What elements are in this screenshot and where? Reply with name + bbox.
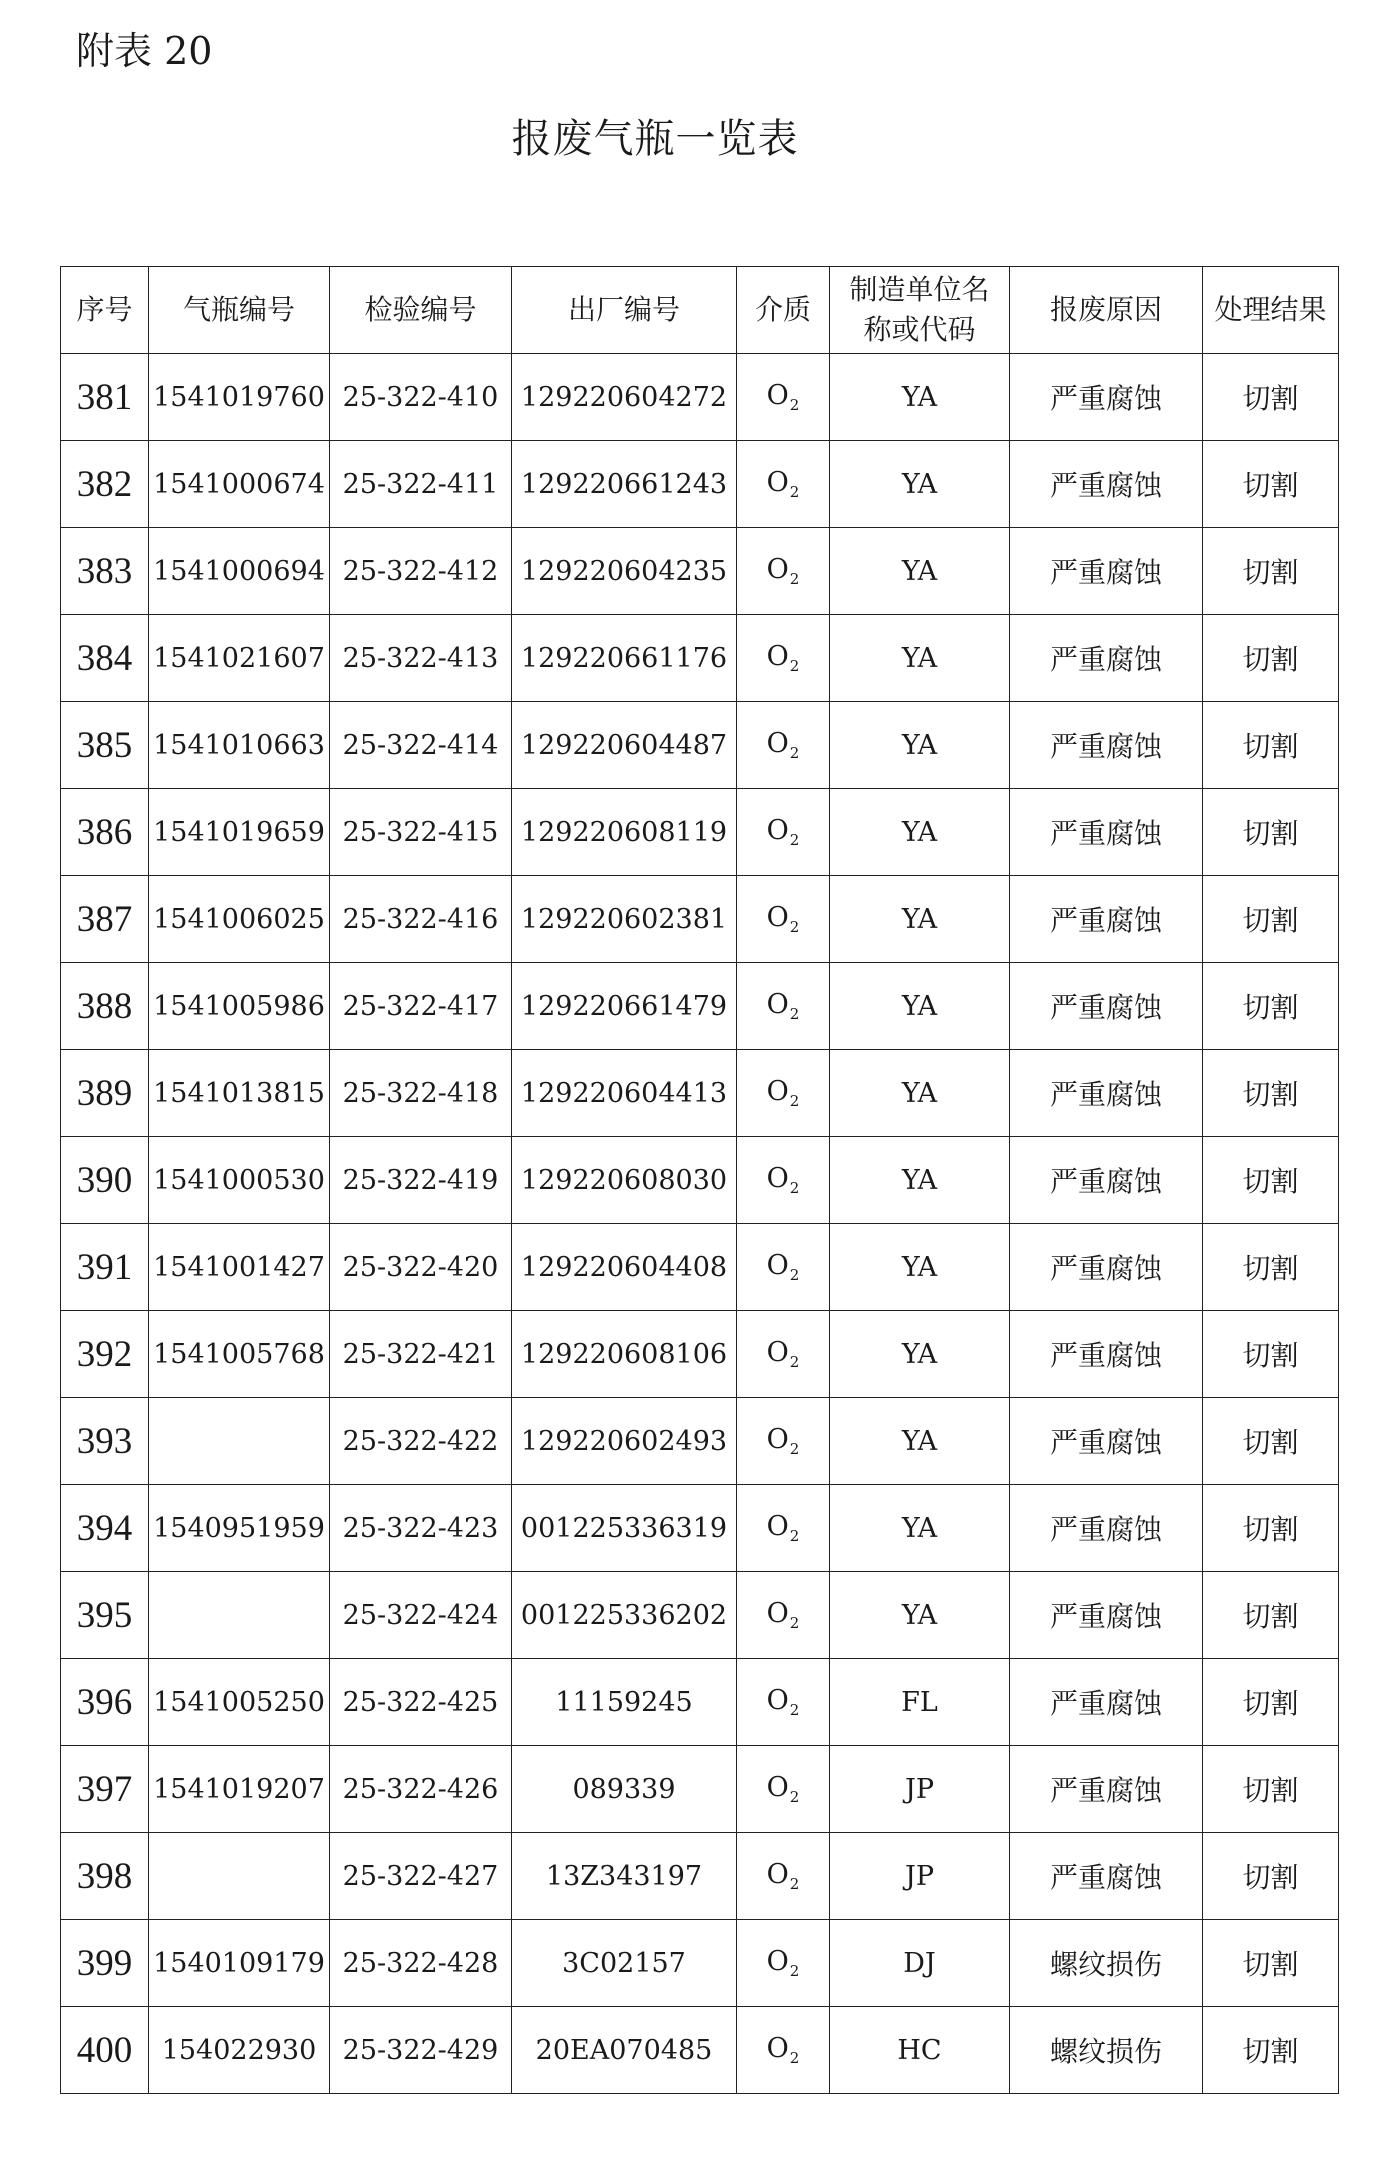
cell-reason: 严重腐蚀 [1010,1746,1203,1833]
cell-manufacturer: YA [830,441,1010,528]
medium-subscript: 2 [789,1788,800,1806]
cell-seq: 391 [61,1224,149,1311]
cell-reason: 严重腐蚀 [1010,789,1203,876]
cell-inspection-no: 25-322-418 [330,1050,512,1137]
table-row [61,2007,1339,2094]
cell-reason: 严重腐蚀 [1010,615,1203,702]
document-title: 报废气瓶一览表 [511,116,799,162]
medium-symbol: O [766,815,789,846]
cell-inspection-no: 25-322-423 [330,1485,512,1572]
cell-medium [737,1137,830,1224]
medium-subscript: 2 [789,1005,800,1023]
cell-cylinder-no: 1541019760 [149,354,330,441]
cell-manufacturer: YA [830,1050,1010,1137]
medium-symbol: O [766,1772,789,1803]
cell-factory-no: 001225336319 [512,1485,737,1572]
cell-medium [737,441,830,528]
medium-symbol: O [766,989,789,1020]
cell-manufacturer: JP [830,1833,1010,1920]
cell-medium [737,1920,830,2007]
cell-seq: 398 [61,1833,149,1920]
cell-result: 切割 [1203,1485,1339,1572]
cell-medium [737,1398,830,1485]
cell-result: 切割 [1203,1224,1339,1311]
medium-symbol: O [766,641,789,672]
cell-result: 切割 [1203,528,1339,615]
cell-factory-no: 129220608106 [512,1311,737,1398]
cell-result: 切割 [1203,789,1339,876]
cell-inspection-no: 25-322-426 [330,1746,512,1833]
cell-cylinder-no: 1541000694 [149,528,330,615]
table-row [61,615,1339,702]
cell-reason: 严重腐蚀 [1010,441,1203,528]
table-row [61,1572,1339,1659]
medium-subscript: 2 [789,570,800,588]
cell-factory-no: 129220604235 [512,528,737,615]
cell-manufacturer: FL [830,1659,1010,1746]
cell-manufacturer: YA [830,876,1010,963]
cell-inspection-no: 25-322-410 [330,354,512,441]
cell-inspection-no: 25-322-413 [330,615,512,702]
cell-seq: 393 [61,1398,149,1485]
header-factory-no: 出厂编号 [512,267,737,354]
cell-cylinder-no: 1541019659 [149,789,330,876]
cell-cylinder-no: 1541000530 [149,1137,330,1224]
medium-subscript: 2 [789,1614,800,1632]
cell-result: 切割 [1203,1050,1339,1137]
cell-seq: 390 [61,1137,149,1224]
cell-inspection-no: 25-322-429 [330,2007,512,2094]
cell-inspection-no: 25-322-416 [330,876,512,963]
cell-manufacturer: DJ [830,1920,1010,2007]
cell-inspection-no: 25-322-425 [330,1659,512,1746]
medium-subscript: 2 [789,1962,800,1980]
cell-factory-no: 129220604272 [512,354,737,441]
cell-medium [737,963,830,1050]
table-row [61,963,1339,1050]
cell-seq: 384 [61,615,149,702]
cell-cylinder-no: 1541013815 [149,1050,330,1137]
cell-seq: 392 [61,1311,149,1398]
medium-symbol: O [766,1250,789,1281]
header-reason: 报废原因 [1010,267,1203,354]
medium-symbol: O [766,1859,789,1890]
medium-symbol: O [766,1598,789,1629]
cell-medium [737,1833,830,1920]
cell-factory-no: 129220602381 [512,876,737,963]
cell-inspection-no: 25-322-415 [330,789,512,876]
header-seq: 序号 [61,267,149,354]
medium-subscript: 2 [789,744,800,762]
cell-manufacturer: YA [830,1311,1010,1398]
cell-seq: 389 [61,1050,149,1137]
cell-result: 切割 [1203,702,1339,789]
cell-factory-no: 20EA070485 [512,2007,737,2094]
cell-reason: 严重腐蚀 [1010,876,1203,963]
cell-inspection-no: 25-322-411 [330,441,512,528]
cell-seq: 399 [61,1920,149,2007]
cell-manufacturer: YA [830,789,1010,876]
table-row [61,1485,1339,1572]
cell-factory-no: 129220604408 [512,1224,737,1311]
cell-result: 切割 [1203,354,1339,441]
cell-inspection-no: 25-322-427 [330,1833,512,1920]
cell-cylinder-no: 1540109179 [149,1920,330,2007]
cell-result: 切割 [1203,1833,1339,1920]
table-row [61,702,1339,789]
cell-medium [737,1311,830,1398]
cell-manufacturer: YA [830,1137,1010,1224]
cell-factory-no: 129220604413 [512,1050,737,1137]
cell-factory-no: 129220661176 [512,615,737,702]
cell-cylinder-no: 1541019207 [149,1746,330,1833]
table-row [61,1398,1339,1485]
header-manufacturer: 制造单位名称或代码 [830,267,1010,354]
header-medium: 介质 [737,267,830,354]
cell-inspection-no: 25-322-417 [330,963,512,1050]
table-body [61,354,1339,2094]
cell-medium [737,702,830,789]
cell-factory-no: 129220604487 [512,702,737,789]
table-row [61,1137,1339,1224]
cell-manufacturer: YA [830,963,1010,1050]
cell-manufacturer: YA [830,1398,1010,1485]
medium-subscript: 2 [789,1875,800,1893]
cell-seq: 383 [61,528,149,615]
cell-cylinder-no: 154022930 [149,2007,330,2094]
cell-reason: 严重腐蚀 [1010,1224,1203,1311]
table-row [61,1311,1339,1398]
cell-seq: 381 [61,354,149,441]
header-result: 处理结果 [1203,267,1339,354]
cell-inspection-no: 25-322-420 [330,1224,512,1311]
cell-factory-no: 129220602493 [512,1398,737,1485]
cell-result: 切割 [1203,1311,1339,1398]
medium-symbol: O [766,728,789,759]
cell-medium [737,1746,830,1833]
cell-inspection-no: 25-322-412 [330,528,512,615]
table-row [61,1920,1339,2007]
cell-manufacturer: JP [830,1746,1010,1833]
cell-seq: 388 [61,963,149,1050]
cell-cylinder-no: 1540951959 [149,1485,330,1572]
cell-result: 切割 [1203,1137,1339,1224]
cell-cylinder-no: 1541005986 [149,963,330,1050]
cell-manufacturer: YA [830,615,1010,702]
cell-medium [737,528,830,615]
cell-medium [737,1659,830,1746]
table-row [61,354,1339,441]
cell-manufacturer: YA [830,1572,1010,1659]
cell-reason: 螺纹损伤 [1010,2007,1203,2094]
cell-manufacturer: YA [830,1224,1010,1311]
cell-cylinder-no: 1541021607 [149,615,330,702]
cell-manufacturer: YA [830,354,1010,441]
medium-symbol: O [766,380,789,411]
cell-cylinder-no: 1541010663 [149,702,330,789]
cell-cylinder-no [149,1833,330,1920]
cell-reason: 严重腐蚀 [1010,1572,1203,1659]
cell-reason: 严重腐蚀 [1010,1485,1203,1572]
medium-symbol: O [766,467,789,498]
cell-medium [737,789,830,876]
cell-result: 切割 [1203,963,1339,1050]
cell-factory-no: 129220661243 [512,441,737,528]
cell-result: 切割 [1203,1398,1339,1485]
cell-reason: 严重腐蚀 [1010,702,1203,789]
medium-symbol: O [766,1163,789,1194]
cell-inspection-no: 25-322-424 [330,1572,512,1659]
table-row [61,1746,1339,1833]
cell-medium [737,615,830,702]
table-row [61,1833,1339,1920]
scrap-cylinder-table [60,266,1339,2094]
cell-result: 切割 [1203,1572,1339,1659]
cell-inspection-no: 25-322-428 [330,1920,512,2007]
cell-cylinder-no: 1541005768 [149,1311,330,1398]
cell-inspection-no: 25-322-414 [330,702,512,789]
medium-subscript: 2 [789,1353,800,1371]
cell-cylinder-no [149,1398,330,1485]
header-inspection-no: 检验编号 [330,267,512,354]
medium-subscript: 2 [789,1179,800,1197]
cell-factory-no: 089339 [512,1746,737,1833]
cell-factory-no: 129220608119 [512,789,737,876]
cell-cylinder-no [149,1572,330,1659]
medium-symbol: O [766,1685,789,1716]
cell-reason: 严重腐蚀 [1010,528,1203,615]
cell-reason: 严重腐蚀 [1010,1659,1203,1746]
medium-subscript: 2 [789,1266,800,1284]
table-row [61,528,1339,615]
cell-manufacturer: HC [830,2007,1010,2094]
appendix-label: 附表 20 [76,29,213,73]
medium-subscript: 2 [789,657,800,675]
cell-factory-no: 129220608030 [512,1137,737,1224]
cell-reason: 严重腐蚀 [1010,354,1203,441]
cell-seq: 396 [61,1659,149,1746]
cell-medium [737,1050,830,1137]
cell-medium [737,1224,830,1311]
cell-seq: 385 [61,702,149,789]
medium-subscript: 2 [789,831,800,849]
cell-seq: 394 [61,1485,149,1572]
table-row [61,1659,1339,1746]
medium-symbol: O [766,1424,789,1455]
cell-reason: 严重腐蚀 [1010,1137,1203,1224]
cell-medium [737,1572,830,1659]
cell-reason: 严重腐蚀 [1010,1833,1203,1920]
cell-factory-no: 3C02157 [512,1920,737,2007]
medium-symbol: O [766,902,789,933]
cell-cylinder-no: 1541005250 [149,1659,330,1746]
cell-factory-no: 129220661479 [512,963,737,1050]
cell-result: 切割 [1203,615,1339,702]
medium-subscript: 2 [789,918,800,936]
cell-medium [737,354,830,441]
cell-reason: 严重腐蚀 [1010,1050,1203,1137]
table-row [61,441,1339,528]
cell-cylinder-no: 1541006025 [149,876,330,963]
cell-reason: 严重腐蚀 [1010,963,1203,1050]
medium-subscript: 2 [789,2049,800,2067]
cell-result: 切割 [1203,2007,1339,2094]
cell-result: 切割 [1203,441,1339,528]
cell-reason: 严重腐蚀 [1010,1398,1203,1485]
header-cylinder-no: 气瓶编号 [149,267,330,354]
table-row [61,789,1339,876]
medium-symbol: O [766,1076,789,1107]
cell-seq: 397 [61,1746,149,1833]
cell-seq: 400 [61,2007,149,2094]
cell-medium [737,1485,830,1572]
medium-subscript: 2 [789,1092,800,1110]
cell-inspection-no: 25-322-421 [330,1311,512,1398]
cell-reason: 螺纹损伤 [1010,1920,1203,2007]
cell-inspection-no: 25-322-422 [330,1398,512,1485]
medium-subscript: 2 [789,1527,800,1545]
cell-seq: 386 [61,789,149,876]
medium-subscript: 2 [789,396,800,414]
cell-seq: 395 [61,1572,149,1659]
medium-subscript: 2 [789,1440,800,1458]
cell-medium [737,876,830,963]
cell-seq: 382 [61,441,149,528]
table-row [61,1224,1339,1311]
cell-inspection-no: 25-322-419 [330,1137,512,1224]
cell-cylinder-no: 1541001427 [149,1224,330,1311]
medium-subscript: 2 [789,1701,800,1719]
cell-manufacturer: YA [830,528,1010,615]
cell-manufacturer: YA [830,1485,1010,1572]
cell-seq: 387 [61,876,149,963]
medium-subscript: 2 [789,483,800,501]
cell-result: 切割 [1203,1659,1339,1746]
table-header-row [61,267,1339,354]
medium-symbol: O [766,2033,789,2064]
cell-medium [737,2007,830,2094]
medium-symbol: O [766,1946,789,1977]
cell-result: 切割 [1203,876,1339,963]
medium-symbol: O [766,1337,789,1368]
cell-cylinder-no: 1541000674 [149,441,330,528]
cell-reason: 严重腐蚀 [1010,1311,1203,1398]
cell-manufacturer: YA [830,702,1010,789]
medium-symbol: O [766,1511,789,1542]
cell-factory-no: 11159245 [512,1659,737,1746]
cell-factory-no: 13Z343197 [512,1833,737,1920]
cell-factory-no: 001225336202 [512,1572,737,1659]
cell-result: 切割 [1203,1920,1339,2007]
table-row [61,1050,1339,1137]
cell-result: 切割 [1203,1746,1339,1833]
table-row [61,876,1339,963]
medium-symbol: O [766,554,789,585]
